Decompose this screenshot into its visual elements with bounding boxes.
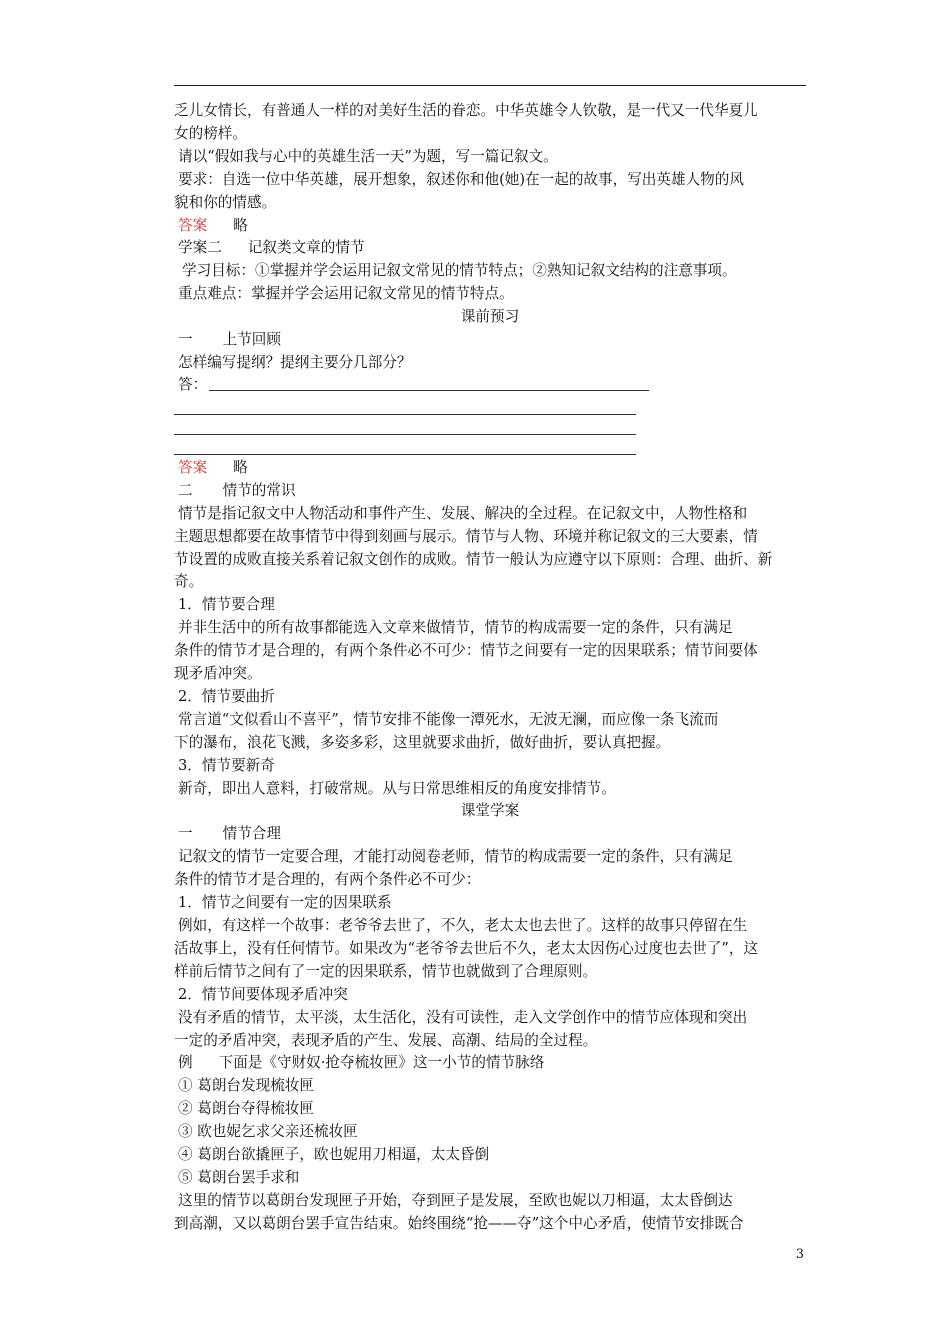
example-heading: 例 下面是《守财奴·抢夺梳妆匣》这一小节的情节脉络 — [178, 1054, 545, 1072]
answer-prompt: 答： — [178, 375, 208, 393]
paragraph-line: 常言道“文似看山不喜平”，情节安排不能像一潭死水，无波无澜，而应像一条飞流而 — [178, 710, 719, 728]
paragraph-line: 请以“假如我与心中的英雄生活一天”为题，写一篇记叙文。 — [178, 147, 558, 165]
preview-heading: 课前预习 — [460, 308, 520, 326]
paragraph-line: 活故事上，没有任何情节。如果改为“老爷爷去世后不久，老太太因伤心过度也去世了”，这 — [174, 939, 759, 957]
paragraph-line: 一定的矛盾冲突，表现矛盾的产生、发展、高潮、结局的全过程。 — [174, 1031, 598, 1049]
answer-label: 答案 — [178, 458, 208, 476]
page-number: 3 — [795, 1247, 804, 1262]
point-title: 1．情节要合理 — [178, 596, 275, 614]
sec1-heading: 一 情节合理 — [178, 825, 281, 843]
list-item: ② 葛朗台夺得梳妆匣 — [178, 1100, 314, 1118]
learning-goal: 学习目标：①掌握并学会运用记叙文常见的情节特点；②熟知记叙文结构的注意事项。 — [182, 262, 737, 280]
paragraph-line: 样前后情节之间有了一定的因果联系，情节也就做到了合理原则。 — [174, 962, 598, 980]
paragraph-line: 下的瀑布，浪花飞溅，多姿多彩，这里就要求曲折，做好曲折，要认真把握。 — [174, 733, 671, 751]
condition-title: 1．情节之间要有一定的因果联系 — [178, 894, 392, 912]
answer-line — [174, 457, 806, 480]
key-points: 重点难点：掌握并学会运用记叙文常见的情节特点。 — [178, 285, 514, 303]
paragraph-line: 记叙文的情节一定要合理，才能打动阅卷老师，情节的构成需要一定的条件，只有满足 — [178, 848, 733, 866]
section-heading: 学案二 记叙类文章的情节 — [178, 239, 365, 257]
paragraph-line: 现矛盾冲突。 — [174, 665, 262, 683]
paragraph-line: 节设置的成败直接关系着记叙文创作的成败。情节一般认为应遵守以下原则：合理、曲折、新 — [174, 550, 773, 568]
paragraph-line: 主题思想都要在故事情节中得到刻画与展示。情节与人物、环境并称记叙文的三大要素，情 — [174, 527, 758, 545]
list-item: ④ 葛朗台欲撬匣子，欧也妮用刀相逼，太太昏倒 — [178, 1146, 490, 1164]
answer-blank-line[interactable] — [174, 437, 636, 455]
list-item: ③ 欧也妮乞求父亲还梳妆匣 — [178, 1123, 358, 1141]
paragraph-line: 新奇，即出人意料，打破常规。从与日常思维相反的角度安排情节。 — [178, 779, 616, 797]
class-heading: 课堂学案 — [460, 802, 520, 820]
answer-value: 略 — [233, 216, 248, 234]
paragraph-line: 并非生活中的所有故事都能选入文章来做情节，情节的构成需要一定的条件，只有满足 — [178, 619, 733, 637]
answer-line — [174, 215, 806, 238]
answer-blank-line[interactable] — [174, 397, 636, 415]
paragraph-line: 情节是指记叙文中人物活动和事件产生、发展、解决的全过程。在记叙文中，人物性格和 — [178, 504, 748, 522]
answer-label: 答案 — [178, 216, 208, 234]
paragraph-line: 女的榜样。 — [174, 124, 247, 142]
answer-blank-line[interactable] — [174, 417, 636, 435]
paragraph-line: 到高潮，又以葛朗台罢手宣告结束。始终围绕“抢——夺”这个中心矛盾，使情节安排既合 — [174, 1214, 744, 1232]
point-title: 2．情节要曲折 — [178, 687, 275, 705]
point-title: 3．情节要新奇 — [178, 756, 275, 774]
paragraph-line: 乏儿女情长，有普通人一样的对美好生活的眷恋。中华英雄令人钦敬，是一代又一代华夏儿 — [174, 102, 758, 119]
paragraph-line: 这里的情节以葛朗台发现匣子开始，夺到匣子是发展，至欧也妮以刀相逼，太太昏倒达 — [178, 1191, 733, 1209]
condition-title: 2．情节间要体现矛盾冲突 — [178, 985, 348, 1003]
paragraph-line: 要求：自选一位中华英雄，展开想象，叙述你和他(她)在一起的故事，写出英雄人物的风 — [178, 170, 744, 188]
paragraph-line: 没有矛盾的情节，太平淡，太生活化，没有可读性，走入文学创作中的情节应体现和突出 — [178, 1008, 748, 1026]
list-item: ① 葛朗台发现梳妆匣 — [178, 1077, 314, 1095]
answer-field[interactable] — [174, 375, 806, 397]
paragraph-line: 奇。 — [174, 573, 204, 591]
knowledge-heading: 二 情节的常识 — [178, 481, 296, 499]
review-question: 怎样编写提纲？提纲主要分几部分？ — [178, 353, 412, 371]
document-body — [174, 100, 806, 1236]
answer-value: 略 — [233, 458, 248, 476]
paragraph-line: 条件的情节才是合理的，有两个条件必不可少：情节之间要有一定的因果联系；情节间要体 — [174, 642, 758, 660]
paragraph-line: 条件的情节才是合理的，有两个条件必不可少： — [174, 871, 481, 889]
paragraph-line: 貌和你的情感。 — [174, 193, 277, 211]
answer-blank-line[interactable] — [209, 377, 649, 391]
review-heading: 一 上节回顾 — [178, 331, 281, 349]
paragraph-line: 例如，有这样一个故事：老爷爷去世了，不久，老太太也去世了。这样的故事只停留在生 — [178, 917, 748, 934]
list-item: ⑤ 葛朗台罢手求和 — [178, 1168, 300, 1186]
header-rule — [174, 85, 806, 86]
